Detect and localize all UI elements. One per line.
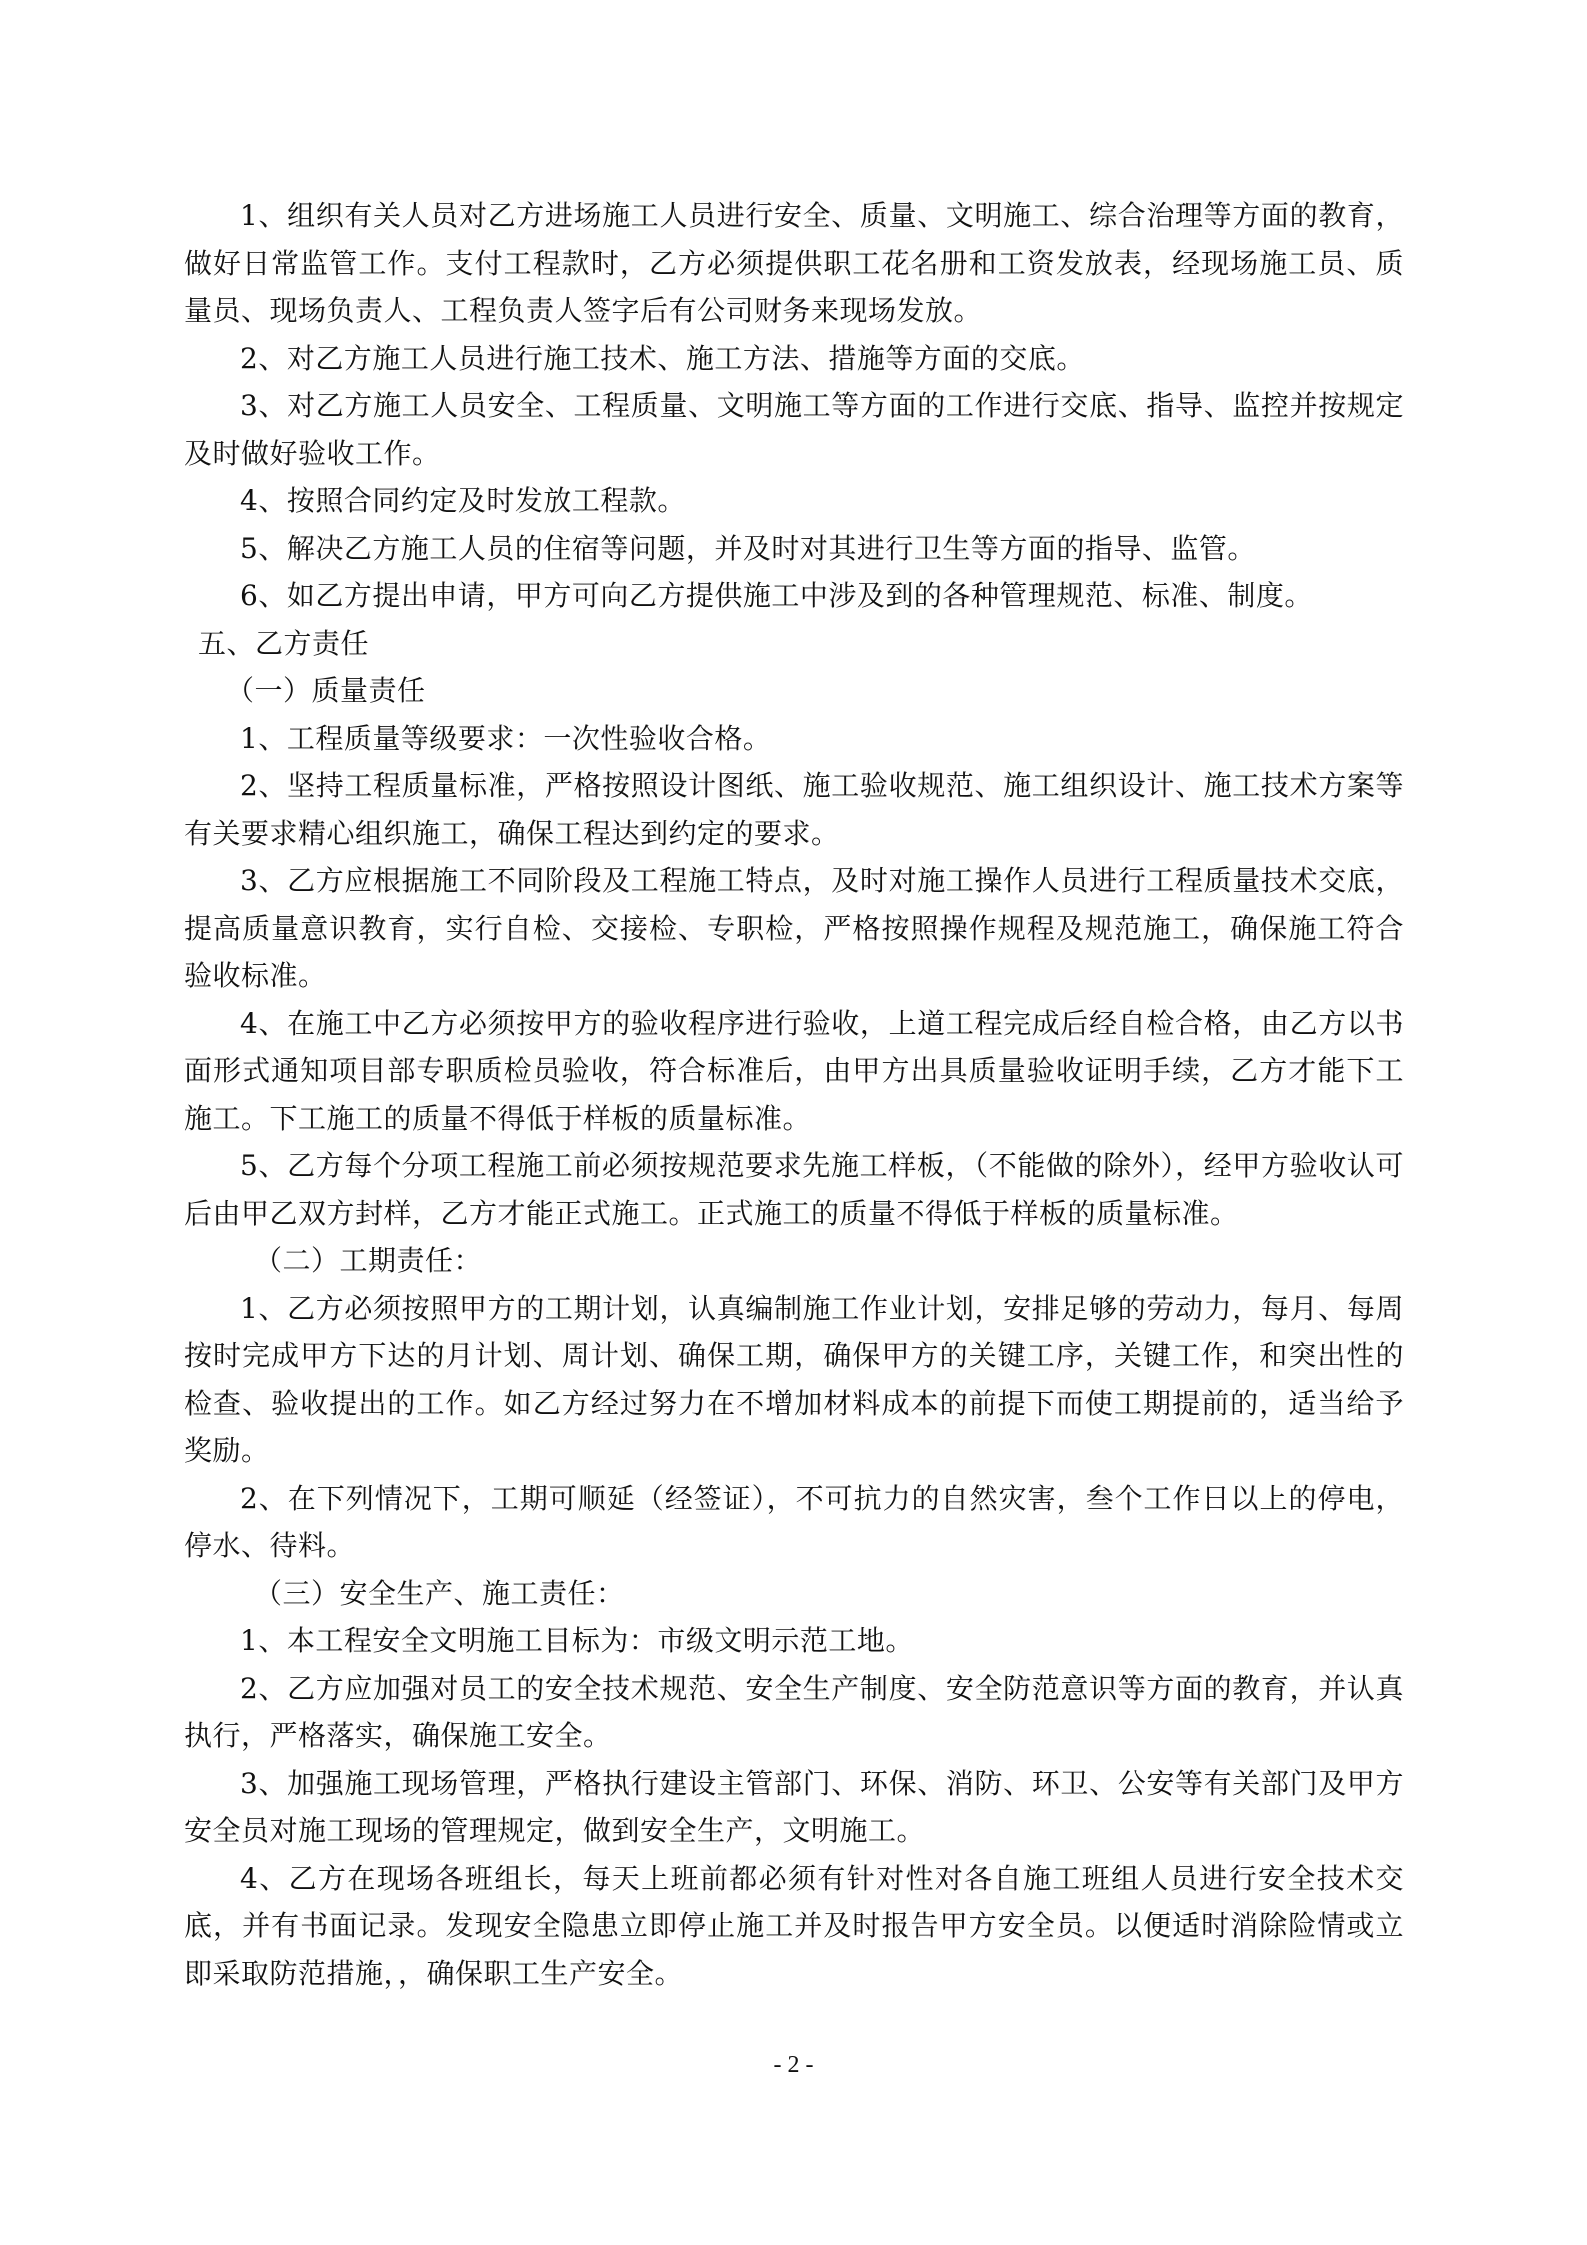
paragraph: 4、按照合同约定及时发放工程款。 xyxy=(240,484,686,517)
paragraph: 2、坚持工程质量标准，严格按照设计图纸、施工验收规范、施工组织设计、施工技术方案等有关要求精心组织施工，确保工程达到约定的要求。 xyxy=(184,769,1404,850)
paragraph: 1、组织有关人员对乙方进场施工人员进行安全、质量、文明施工、综合治理等方面的教育，做好日常监管工作。支付工程款时，乙方必须提供职工花名册和工资发放表，经现场施工员、质量员、现场负责人、工程负责人签字后有公司财务来现场发放。 xyxy=(184,199,1404,327)
subsection-heading: （一）质量责任 xyxy=(226,674,426,707)
section-heading: 五、乙方责任 xyxy=(198,626,370,660)
paragraph: 1、本工程安全文明施工目标为：市级文明示范工地。 xyxy=(240,1624,914,1657)
subsection-heading: （三）安全生产、施工责任： xyxy=(254,1576,625,1610)
paragraph: 5、解决乙方施工人员的住宿等问题，并及时对其进行卫生等方面的指导、监管。 xyxy=(240,531,1256,565)
paragraph: 1、工程质量等级要求：一次性验收合格。 xyxy=(240,721,772,755)
paragraph: 4、在施工中乙方必须按甲方的验收程序进行验收，上道工程完成后经自检合格，由乙方以书面形式通知项目部专职质检员验收，符合标准后，由甲方出具质量验收证明手续，乙方才能下工施工。下工施工的质量不得低于样板的质量标准。 xyxy=(184,1006,1404,1135)
paragraph: 3、乙方应根据施工不同阶段及工程施工特点，及时对施工操作人员进行工程质量技术交底，提高质量意识教育，实行自检、交接检、专职检，严格按照操作规程及规范施工，确保施工符合验收标准。 xyxy=(184,864,1404,992)
page-number: - 2 - xyxy=(773,2052,814,2078)
subsection-heading: （二）工期责任： xyxy=(254,1244,483,1277)
paragraph: 3、对乙方施工人员安全、工程质量、文明施工等方面的工作进行交底、指导、监控并按规定及时做好验收工作。 xyxy=(184,389,1404,470)
paragraph: 2、对乙方施工人员进行施工技术、施工方法、措施等方面的交底。 xyxy=(240,341,1085,375)
paragraph: 3、加强施工现场管理，严格执行建设主管部门、环保、消防、环卫、公安等有关部门及甲方安全员对施工现场的管理规定，做到安全生产，文明施工。 xyxy=(184,1766,1404,1847)
document-body xyxy=(184,192,1404,1997)
paragraph: 2、在下列情况下，工期可顺延（经签证），不可抗力的自然灾害，叁个工作日以上的停电，停水、待料。 xyxy=(184,1481,1404,1562)
paragraph: 5、乙方每个分项工程施工前必须按规范要求先施工样板，（不能做的除外），经甲方验收认可后由甲乙双方封样，乙方才能正式施工。正式施工的质量不得低于样板的质量标准。 xyxy=(184,1149,1404,1230)
paragraph: 2、乙方应加强对员工的安全技术规范、安全生产制度、安全防范意识等方面的教育，并认真执行，严格落实，确保施工安全。 xyxy=(184,1671,1404,1752)
paragraph: 6、如乙方提出申请，甲方可向乙方提供施工中涉及到的各种管理规范、标准、制度。 xyxy=(240,579,1313,612)
paragraph: 4、乙方在现场各班组长，每天上班前都必须有针对性对各自施工班组人员进行安全技术交底，并有书面记录。发现安全隐患立即停止施工并及时报告甲方安全员。以便适时消除险情或立即采取防范措施，，确保职工生产安全。 xyxy=(184,1861,1404,1990)
paragraph: 1、乙方必须按照甲方的工期计划，认真编制施工作业计划，安排足够的劳动力，每月、每周按时完成甲方下达的月计划、周计划、确保工期，确保甲方的关键工序，关键工作，和突出性的检查、验收提出的工作。如乙方经过努力在不增加材料成本的前提下而使工期提前的，适当给予奖励。 xyxy=(184,1291,1404,1467)
